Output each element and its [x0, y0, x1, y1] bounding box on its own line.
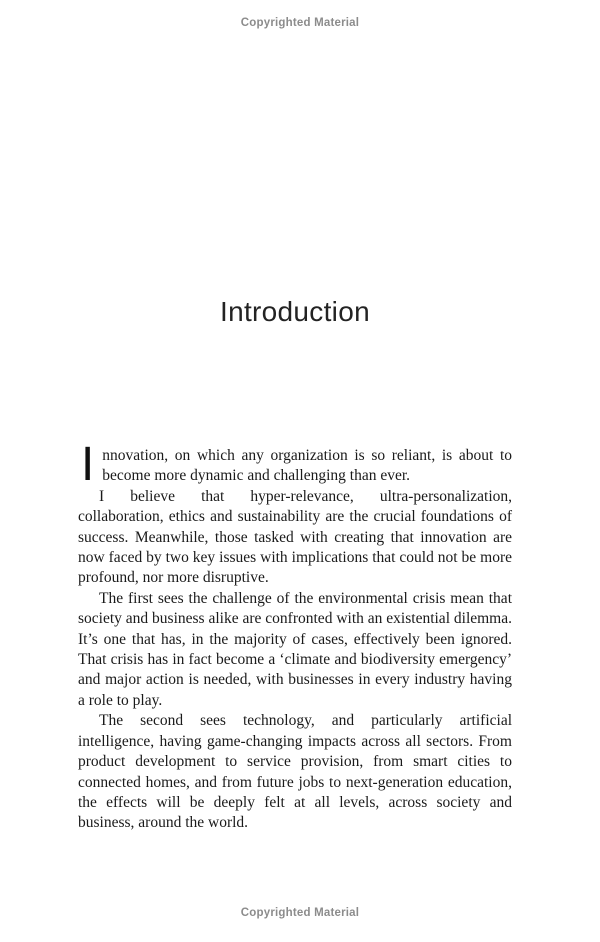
paragraph-1-text: nnovation, on which any organization is so reliant, is about to become more dynamic and challenging than ever. [102, 447, 512, 485]
paragraph-4: The second sees technology, and particularly artificial intelligence, having game-changing impacts across all sectors. From product development to service provision, from smart cities to connected homes, and from future jobs to next-generation education, the effects will be deeply felt at all levels, across society and business, around the world. [78, 712, 512, 832]
drop-cap-letter: I [81, 438, 95, 491]
paragraph-2: I believe that hyper-relevance, ultra-personalization, collaboration, ethics and sustainability are the crucial foundations of success. Meanwhile, those tasked with creating that innovation are now faced by two key issues with implications that could not be more profound, nor more disruptive. [78, 487, 512, 587]
paragraph-3: The first sees the challenge of the environmental crisis mean that society and business alike are confronted with an existential dilemma. It’s one that has, in the majority of cases, effectively been ignored. That crisis has in fact become a ‘climate and biodiversity emergency’ and major action is needed, with businesses in every industry having a role to play. [78, 589, 512, 709]
chapter-title: Introduction [220, 296, 370, 327]
chapter-body [78, 438, 512, 834]
paragraph-1 [78, 438, 512, 491]
copyright-notice-top: Copyrighted Material [240, 17, 360, 29]
copyright-notice-bottom: Copyrighted Material [240, 907, 360, 919]
